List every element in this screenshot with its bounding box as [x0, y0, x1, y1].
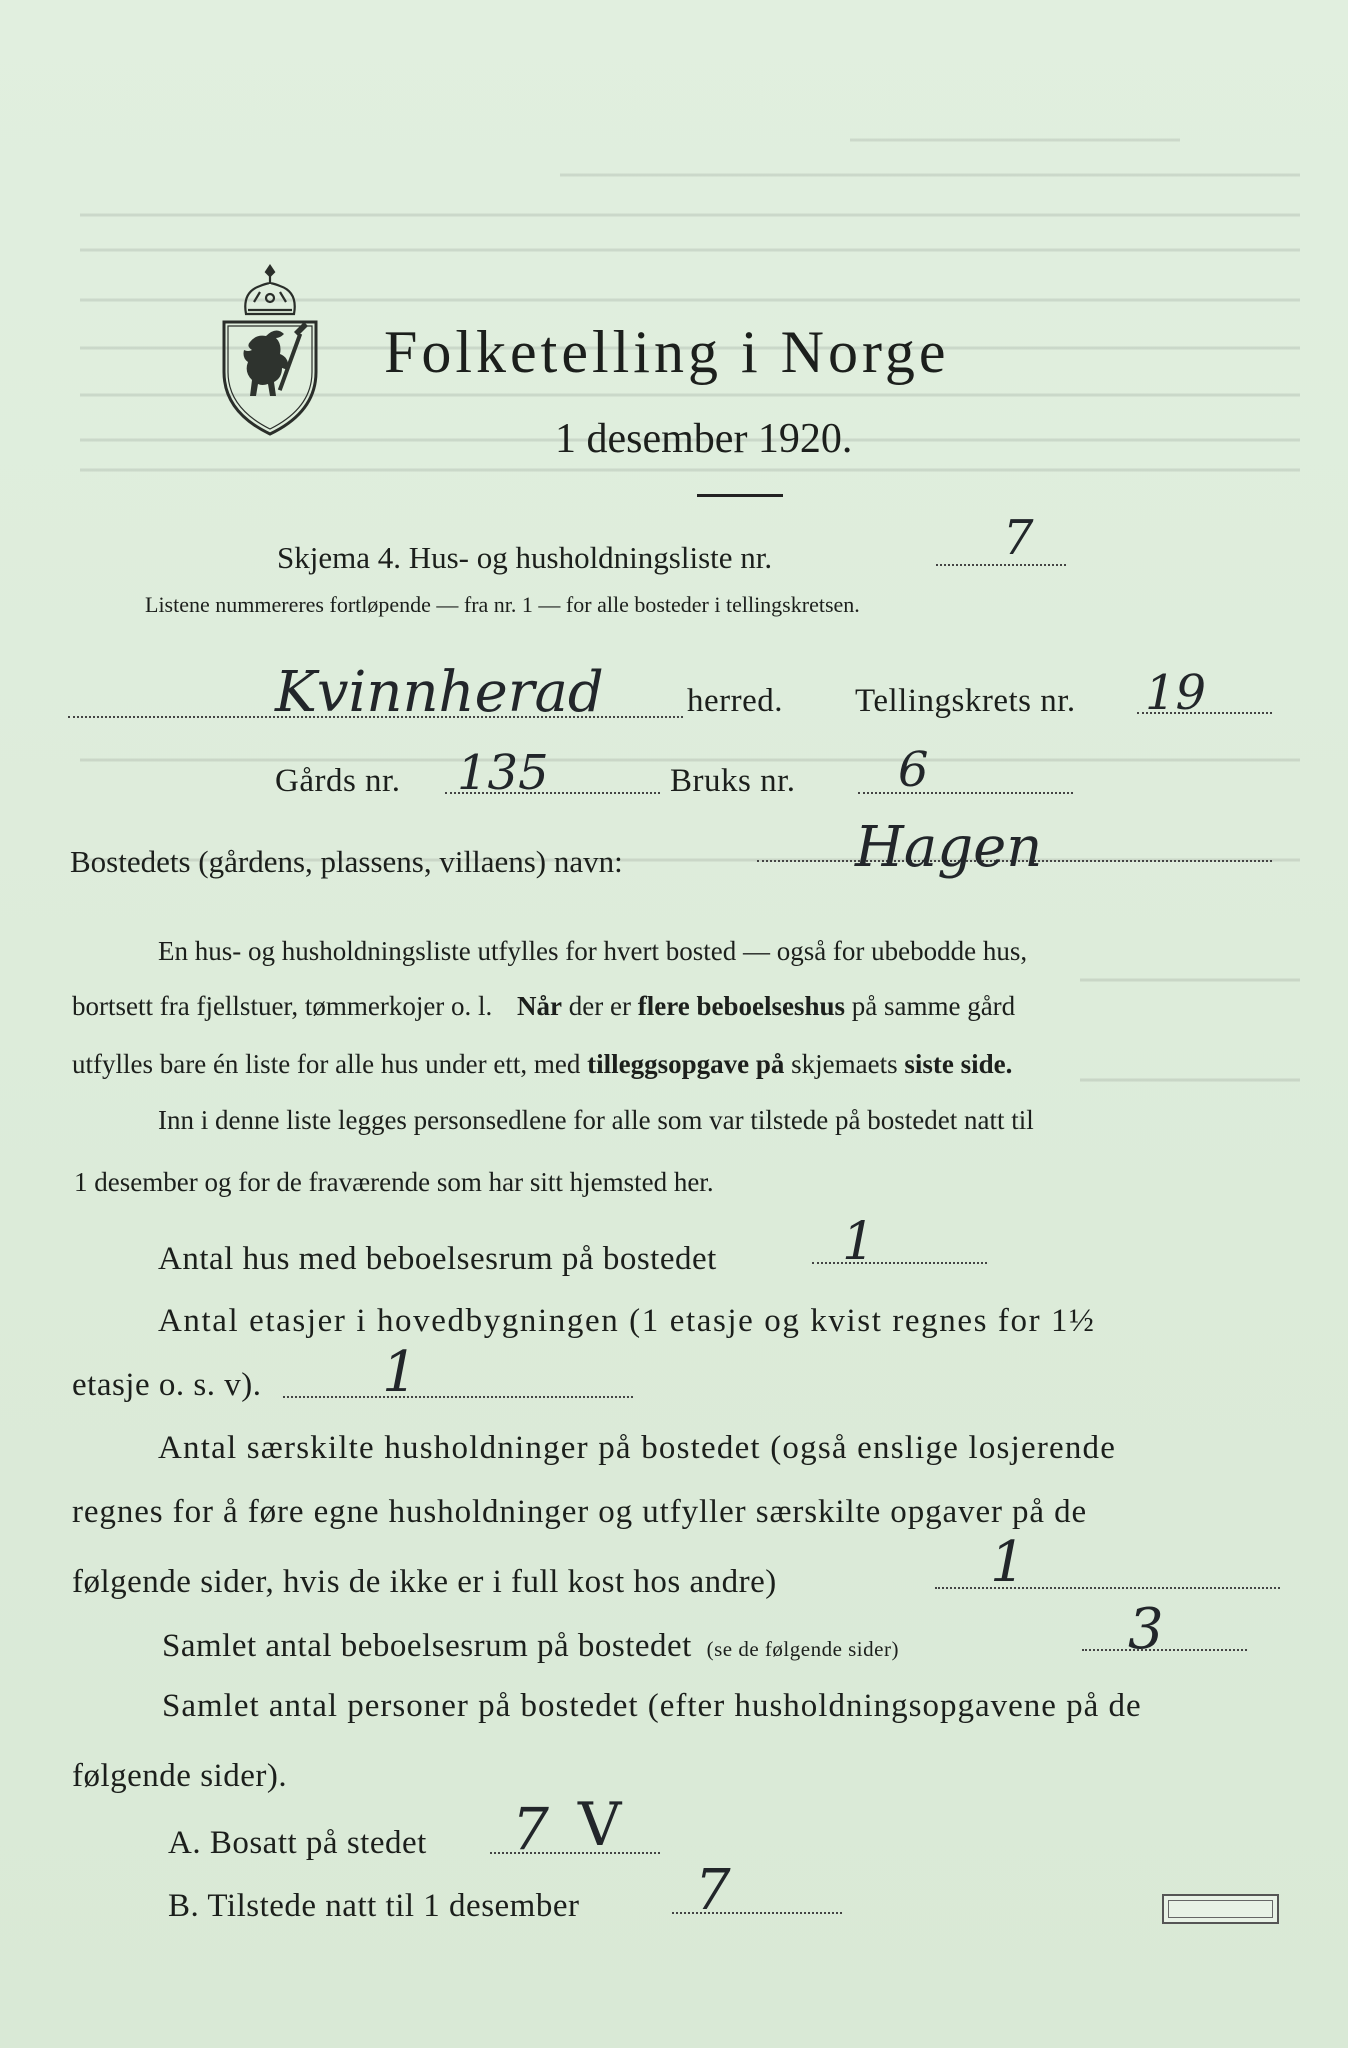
form-title: Folketelling i Norge: [384, 319, 950, 385]
bosatt-check-mark: V: [578, 1790, 622, 1860]
hus-line: [812, 1262, 987, 1264]
tellingskrets-label: Tellingskrets nr.: [855, 683, 1076, 719]
printer-stamp: [1162, 1894, 1279, 1924]
bruks-label: Bruks nr.: [670, 763, 796, 799]
bosted-label: Bostedets (gårdens, plassens, villaens) navn:: [70, 844, 623, 879]
husholdninger-line-3: følgende sider, hvis de ikke er i full kost hos andre): [72, 1564, 777, 1600]
title-divider: [697, 494, 783, 497]
husholdninger-line-1: Antal særskilte husholdninger på bostedet (også enslige losjerende: [158, 1430, 1117, 1466]
list-number-line: [936, 564, 1066, 566]
instruction-line-1: En hus- og husholdningsliste utfylles for hvert bosted — også for ubebodde hus,: [158, 936, 1028, 966]
bruks-line: [858, 792, 1073, 794]
personer-line-2: følgende sider).: [72, 1758, 288, 1794]
etasjer-line-2: etasje o. s. v).: [72, 1367, 262, 1403]
schema-note: Listene nummereres fortløpende — fra nr. 1 — for alle bosteder i tellingskretsen.: [145, 592, 860, 617]
etasjer-value[interactable]: 1: [382, 1340, 418, 1405]
instruction-text: der er: [568, 991, 631, 1021]
beboelsesrum-label: [162, 1628, 899, 1665]
etasjer-line: [283, 1396, 633, 1398]
bosatt-value[interactable]: 7: [512, 1795, 549, 1863]
tilstede-value[interactable]: 7: [695, 1858, 731, 1923]
beboelsesrum-line: [1082, 1649, 1247, 1651]
tilstede-label: B. Tilstede natt til 1 desember: [168, 1888, 580, 1924]
instruction-text: skjemaets: [791, 1049, 898, 1079]
herred-label: herred.: [687, 683, 784, 719]
husholdninger-line: [935, 1587, 1280, 1589]
instruction-line-3: [72, 1049, 1012, 1080]
bosatt-label: A. Bosatt på stedet: [168, 1825, 427, 1861]
census-date: 1 desember 1920.: [555, 416, 853, 462]
instruction-text: på samme gård: [851, 991, 1016, 1021]
beboelsesrum-text: Samlet antal beboelsesrum på bostedet: [162, 1628, 692, 1664]
husholdninger-line-2: regnes for å føre egne husholdninger og utfyller særskilte opgaver på de: [72, 1494, 1088, 1530]
instruction-line-5: 1 desember og for de fraværende som har sitt hjemsted her.: [74, 1167, 714, 1197]
instruction-bold: flere beboelseshus: [637, 991, 845, 1021]
instruction-bold: Når: [517, 991, 563, 1021]
bosted-value[interactable]: Hagen: [855, 815, 1043, 880]
list-number-value[interactable]: 7: [1003, 510, 1034, 566]
beboelsesrum-note: (se de følgende sider): [706, 1637, 899, 1661]
gards-value[interactable]: 135: [457, 745, 549, 801]
schema-label: Skjema 4. Hus- og husholdningsliste nr.: [277, 540, 773, 575]
personer-line-1: Samlet antal personer på bostedet (efter husholdningsopgavene på de: [162, 1688, 1142, 1724]
instruction-text: utfylles bare én liste for alle hus under ett, med: [72, 1049, 581, 1079]
printer-stamp-inner: [1168, 1900, 1273, 1918]
herred-value[interactable]: Kvinnherad: [275, 660, 604, 725]
instruction-bold: siste side.: [904, 1049, 1013, 1079]
tellingskrets-value[interactable]: 19: [1145, 665, 1207, 721]
instruction-line-2: [72, 991, 1015, 1022]
hus-value[interactable]: 1: [842, 1212, 876, 1272]
gards-label: Gårds nr.: [275, 763, 401, 799]
instruction-line-4: Inn i denne liste legges personsedlene for alle som var tilstede på bostedet natt til: [158, 1105, 1034, 1135]
bruks-value[interactable]: 6: [898, 742, 929, 798]
norwegian-coat-of-arms-icon: [210, 262, 330, 440]
beboelsesrum-value[interactable]: 3: [1128, 1597, 1164, 1662]
hus-label: Antal hus med beboelsesrum på bostedet: [158, 1241, 717, 1277]
instruction-text: bortsett fra fjellstuer, tømmerkojer o. l.: [72, 991, 493, 1021]
etasjer-line-1: Antal etasjer i hovedbygningen (1 etasje og kvist regnes for 1½: [158, 1303, 1096, 1339]
instruction-bold: tilleggsopgave på: [587, 1049, 785, 1079]
husholdninger-value[interactable]: 1: [990, 1530, 1026, 1595]
